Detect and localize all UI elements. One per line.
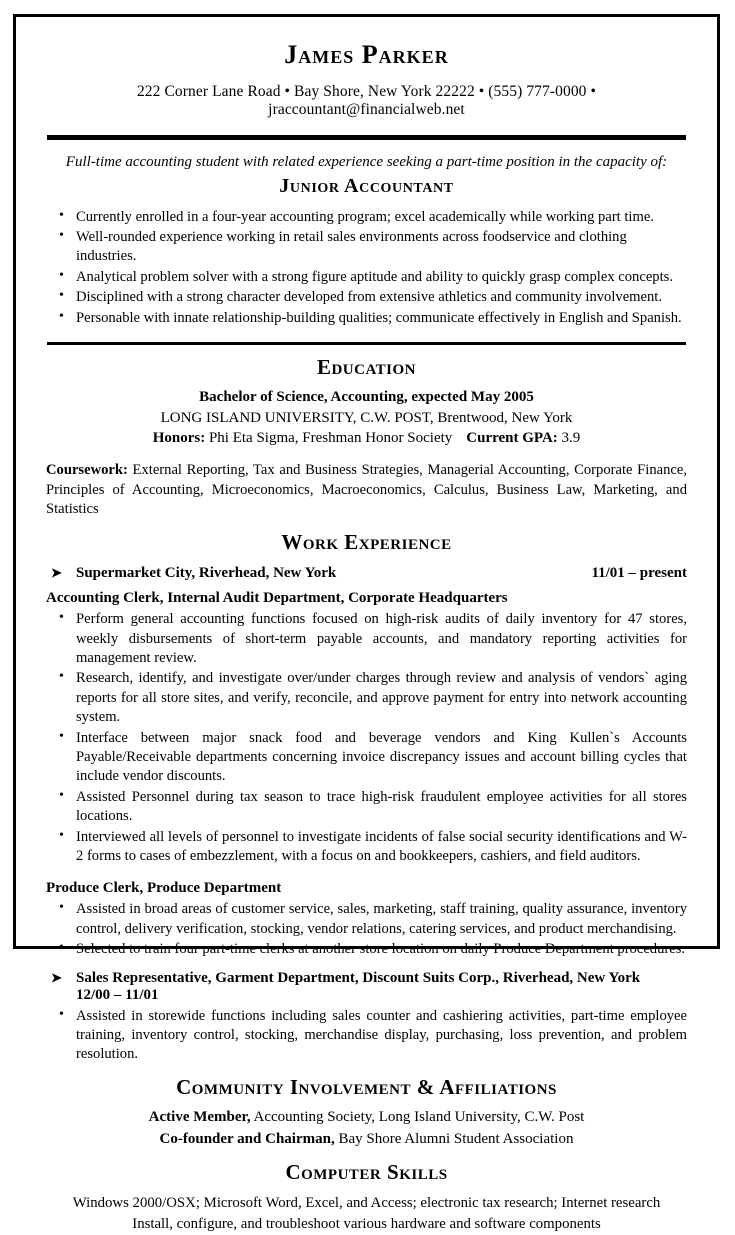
objective-bullet-list — [46, 208, 687, 328]
objective-title: Junior Accountant — [279, 174, 454, 197]
job-date-1: ➤ 11/01 – present — [591, 565, 687, 582]
education-honors-line — [46, 428, 687, 449]
job-role-title-1: Accounting Clerk, Internal Audit Department, Corporate Headquarters — [46, 590, 508, 607]
list-item: • Assisted in storewide functions including sales counter and cashiering activities, part-time employee training, inventory control, stocking, merchandise display, purchasing, loss prevention, and problem resolution. — [46, 1007, 687, 1065]
community-entry — [46, 1107, 687, 1129]
job-entry-header-2 — [46, 970, 687, 1004]
coursework-value: External Reporting, Tax and Business Strategies, Managerial Accounting, Corporate Finance, Principles of Accounting, Microeconomics, Macroeconomics, Calculus, Business Law, Marketing, and Statistics — [46, 462, 687, 518]
list-item: • Well-rounded experience working in retail sales environments across foodservice and clothing industries. — [46, 228, 687, 267]
job-title-2: Sales Representative, Garment Department, Discount Suits Corp., Riverhead, New York — [76, 969, 641, 986]
list-item: • Analytical problem solver with a strong figure aptitude and ability to quickly grasp complex concepts. — [46, 268, 687, 287]
community-block — [46, 1107, 687, 1151]
job-date-2: 12/00 – 11/01 — [76, 986, 159, 1003]
job-bullet-list-2 — [46, 900, 687, 959]
gpa-value: 3.9 — [561, 430, 581, 447]
education-degree: Bachelor of Science, Accounting, expected May 2005 — [199, 389, 534, 406]
list-item: • Assisted Personnel during tax season to trace high-risk fraudulent employee activities for all stores locations. — [46, 788, 687, 827]
section-heading-work-experience: Work Experience — [281, 530, 452, 555]
skills-line: Windows 2000/OSX; Microsoft Word, Excel, and Access; electronic tax research; Internet research — [72, 1195, 661, 1212]
divider-education — [47, 342, 686, 345]
resume-page — [13, 14, 720, 1233]
section-heading-education: Education — [316, 355, 417, 380]
community-detail: Accounting Society, Long Island University, C.W. Post — [253, 1108, 585, 1125]
job-bullet-list-3 — [46, 1007, 687, 1065]
contact-line: 222 Corner Lane Road • Bay Shore, New York 22222 • (555) 777-0000 • jraccountant@financialweb.net — [136, 82, 597, 118]
section-heading-computer-skills: Computer Skills — [285, 1160, 448, 1185]
list-item: • Research, identify, and investigate over/under charges through review and analysis of vendors` aging reports for all store sites, and verify, reconcile, and approve payment for entry into network accounting system. — [46, 669, 687, 727]
job-company-1: Supermarket City, Riverhead, New York — [76, 565, 337, 582]
skills-line: Install, configure, and troubleshoot various hardware and software components — [132, 1216, 601, 1233]
list-item: • Assisted in broad areas of customer service, sales, marketing, staff training, quality assurance, inventory control, delivery verification, stocking, vendor relations, catering services, and product merchandising. — [46, 900, 687, 939]
list-item: • Interviewed all levels of personnel to investigate incidents of false social security identifications and W-2 forms to cases of embezzlement, with a focus on and bookkeepers, cashiers, and field auditors. — [46, 828, 687, 867]
coursework-label: Coursework: — [46, 462, 128, 479]
education-block — [46, 387, 687, 449]
gpa-label: Current GPA: — [466, 430, 558, 447]
education-school: LONG ISLAND UNIVERSITY, C.W. POST, Brentwood, New York — [160, 409, 573, 426]
job-bullet-list-1 — [46, 610, 687, 866]
list-item: • Currently enrolled in a four-year accounting program; excel academically while working part time. — [46, 208, 687, 227]
list-item: • Personable with innate relationship-building qualities; communicate effectively in English and Spanish. — [46, 309, 687, 328]
page-title: James Parker — [284, 40, 449, 69]
community-entry — [46, 1129, 687, 1151]
job-role-title-2: Produce Clerk, Produce Department — [46, 880, 282, 897]
list-item: • Disciplined with a strong character developed from extensive athletics and community involvement. — [46, 288, 687, 307]
community-detail: Bay Shore Alumni Student Association — [338, 1130, 574, 1147]
objective-lead: Full-time accounting student with related experience seeking a part-time position in the capacity of: — [65, 153, 668, 170]
community-role: Active Member, — [148, 1108, 251, 1125]
skills-block — [46, 1193, 687, 1234]
list-item: • Selected to train four part-time clerks at another store location on daily Produce Department procedures. — [46, 940, 687, 959]
section-heading-community: Community Involvement & Affiliations — [176, 1074, 557, 1099]
divider-header — [47, 135, 686, 140]
job-entry-header-1 — [46, 565, 687, 582]
honors-value: Phi Eta Sigma, Freshman Honor Society — [208, 430, 453, 447]
list-item: • Interface between major snack food and beverage vendors and King Kullen`s Accounts Payable/Receivable departments concerning invoice discrepancy issues and account billing cycles that include vendor discounts. — [46, 729, 687, 787]
list-item: • Perform general accounting functions focused on high-risk audits of daily inventory for 47 stores, weekly disbursements of short-term payable accounts, and mandatory reporting activities for management review. — [46, 610, 687, 668]
coursework-paragraph — [46, 461, 687, 520]
community-role: Co-founder and Chairman, — [159, 1130, 335, 1147]
honors-label: Honors: — [152, 430, 206, 447]
resume-content — [16, 17, 717, 1235]
